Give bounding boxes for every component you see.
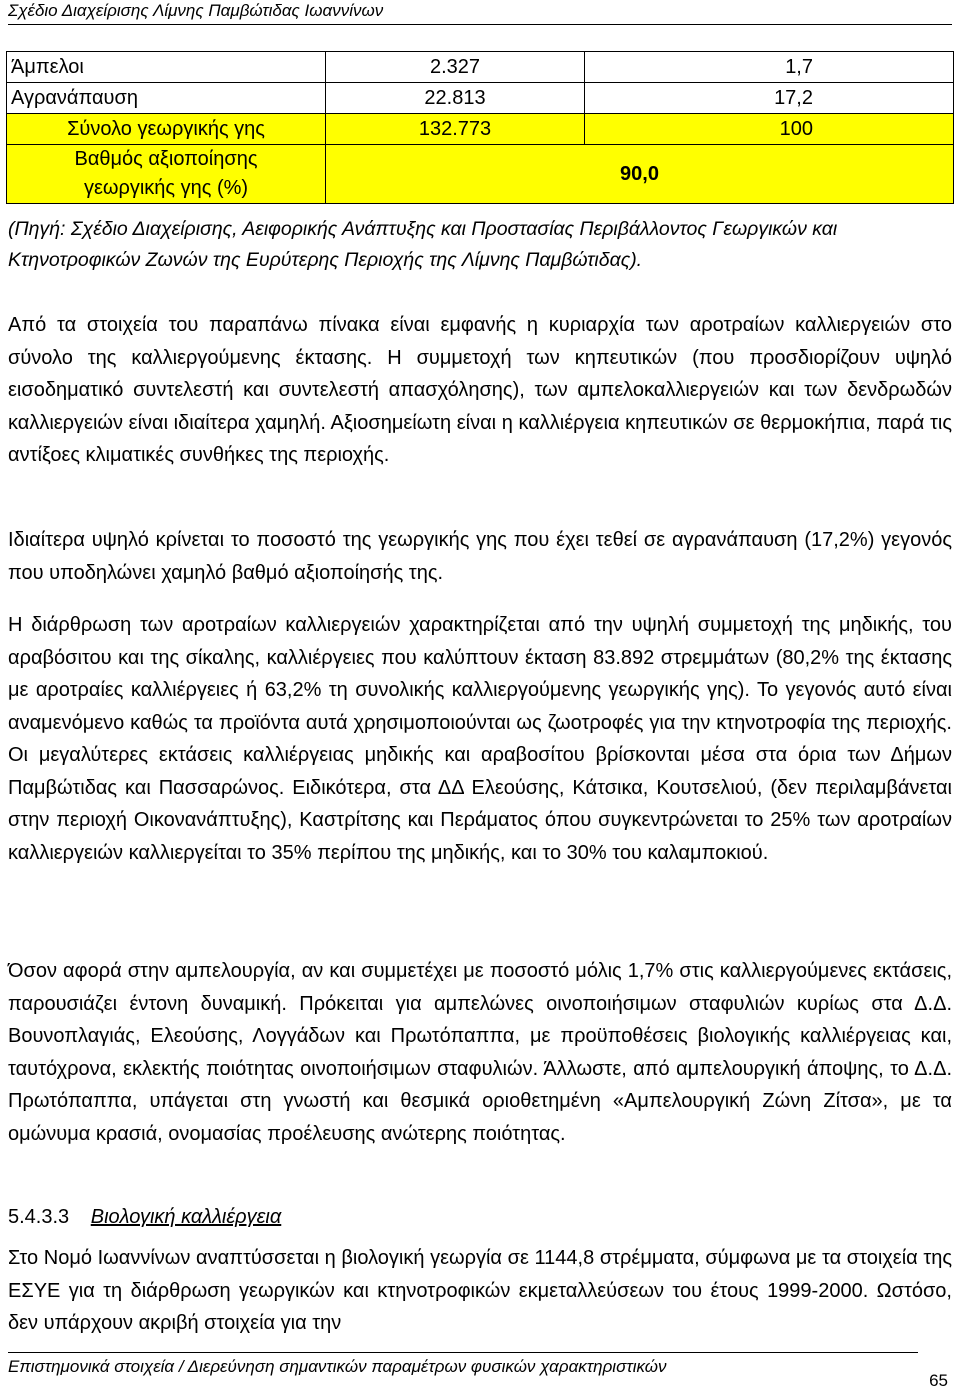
section-heading — [8, 1201, 281, 1233]
row-percent: 1,7 — [585, 52, 954, 83]
running-footer: Επιστημονικά στοιχεία / Διερεύνηση σημαντικών παραμέτρων φυσικών χαρακτηριστικών — [8, 1357, 667, 1376]
paragraph: Όσον αφορά στην αμπελουργία, αν και συμμετέχει με ποσοστό μόλις 1,7% στις καλλιεργούμενες εκτάσεις, παρουσιάζει έντονη δυναμική. Πρόκειται για αμπελώνες οινοποιήσιμων σταφυλιών κυρίως στα Δ.Δ. Βουνοπλαγιάς, Ελεούσης, Λογγάδων και Πρωτόπαππα, με προϋποθέσεις βιολογικής καλλιέργειας και, ταυτόχρονα, εκλεκτής ποιότητας οινοποιήσιμων σταφυλιών. Άλλωστε, από αμπελουργική άποψης, το Δ.Δ. Πρωτόπαππα, υπάγεται στη γνωστή και θεσμικά οριοθετημένη «Αμπελουργική Ζώνη Ζίτσα», με τα ομώνυμα κρασιά, ονομασίας προέλευσης ανώτερης ποιότητας. — [8, 960, 952, 1145]
paragraph: Ιδιαίτερα υψηλό κρίνεται το ποσοστό της γεωργικής γης που έχει τεθεί σε αγρανάπαυση (17,2%) γεγονός που υποδηλώνει χαμηλό βαθμό αξιοποίησής της. — [8, 529, 952, 584]
section-title: Βιολογική καλλιέργεια — [90, 1206, 282, 1228]
total-percent: 100 — [585, 114, 954, 145]
footer-rule — [8, 1352, 918, 1353]
table-row — [7, 83, 954, 114]
row-value: 2.327 — [326, 52, 585, 83]
utilization-label — [7, 145, 326, 204]
utilization-label-line2: γεωργικής γης (%) — [83, 177, 249, 199]
running-header: Σχέδιο Διαχείρισης Λίμνης Παμβώτιδας Ιωαννίνων — [8, 1, 384, 20]
paragraph: Η διάρθρωση των αροτραίων καλλιεργειών χαρακτηρίζεται από την υψηλή συμμετοχή της μηδικής, του αραβόσιτου και της σίκαλης, καλλιέργειες που καλύπτουν έκταση 83.892 στρεμμάτων (80,2% της έκτασης με αροτραίες καλλιέργειες ή 63,2% τη συνολικής καλλιεργούμενης γεωργικής γης). Το γεγονός αυτό είναι αναμενόμενο καθώς τα προϊόντα αυτά χρησιμοποιούνται ως ζωοτροφές για την κτηνοτροφία της περιοχής. Οι μεγαλύτερες εκτάσεις καλλιέργειας μηδικής και αραβοσίτου βρίσκονται μέσα στα όρια των Δήμων Παμβώτιδας και Πασσαρώνος. Ειδικότερα, στα ΔΔ Ελεούσης, Κάτσικα, Κουτσελιού, (δεν περιλαμβάνεται στην περιοχή Οικονανάπτυξης), Καστρίτσης και Περάματος όπου συγκεντρώνεται το 25% των αροτραίων καλλιεργειών καλλιεργείται το 35% περίπου της μηδικής, και το 30% του καλαμποκιού. — [8, 614, 952, 864]
utilization-value: 90,0 — [326, 145, 954, 204]
paragraph: Από τα στοιχεία του παραπάνω πίνακα είναι εμφανής η κυριαρχία των αροτραίων καλλιεργειών στο σύνολο της καλλιεργούμενης έκτασης. Η συμμετοχή των κηπευτικών (που προσδιορίζουν υψηλό εισοδηματικό συντελεστή και συντελεστή απασχόλησης), των αμπελοκαλλιεργειών και των δενδρωδών καλλιεργειών είναι ιδιαίτερα χαμηλή. Αξιοσημείωτη είναι η καλλιέργεια κηπευτικών σε θερμοκήπια, παρά τις αντίξοες κλιματικές συνθήκες της περιοχής. — [8, 314, 952, 466]
land-use-table — [6, 51, 954, 204]
total-value: 132.773 — [326, 114, 585, 145]
row-percent: 17,2 — [585, 83, 954, 114]
row-label: Αγρανάπαυση — [7, 83, 326, 114]
page-number: 65 — [929, 1371, 948, 1390]
table-row-total — [7, 114, 954, 145]
section-number: 5.4.3.3 — [8, 1206, 70, 1228]
source-note: (Πηγή: Σχέδιο Διαχείρισης, Αειφορικής Ανάπτυξης και Προστασίας Περιβάλλοντος Γεωργικών και Κτηνοτροφικών Ζωνών της Ευρύτερης Περιοχής της Λίμνης Παμβώτιδας). — [8, 218, 838, 271]
table-row-utilization — [7, 145, 954, 204]
row-value: 22.813 — [326, 83, 585, 114]
header-rule — [8, 24, 952, 25]
table-row — [7, 52, 954, 83]
utilization-label-line1: Βαθμός αξιοποίησης — [74, 148, 258, 170]
row-label: Άμπελοι — [7, 52, 326, 83]
total-label: Σύνολο γεωργικής γης — [7, 114, 326, 145]
paragraph: Στο Νομό Ιωαννίνων αναπτύσσεται η βιολογική γεωργία σε 1144,8 στρέμματα, σύμφωνα με τα στοιχεία της ΕΣΥΕ για τη διάρθρωση γεωργικών και κτηνοτροφικών εκμεταλλεύσεων του έτους 1999-2000. Ωστόσο, δεν υπάρχουν ακριβή στοιχεία για την — [8, 1247, 952, 1334]
